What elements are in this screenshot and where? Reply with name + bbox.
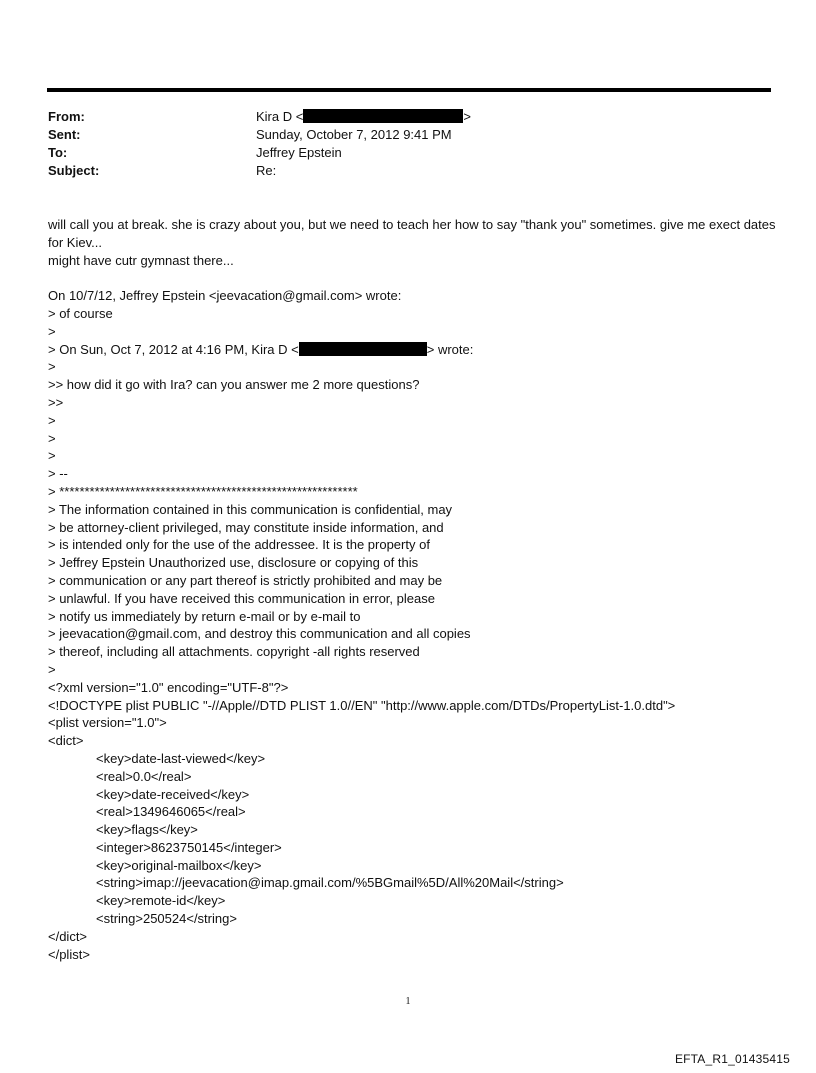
- to-value: Jeffrey Epstein: [256, 145, 342, 160]
- body-paragraph: might have cutr gymnast there...: [48, 252, 234, 268]
- xml-declaration: <?xml version="1.0" encoding="UTF-8"?>: [48, 679, 289, 695]
- redaction-box: [299, 342, 427, 356]
- sent-label: Sent:: [48, 127, 81, 142]
- xml-doctype: <!DOCTYPE plist PUBLIC "-//Apple//DTD PLIST 1.0//EN" "http://www.apple.com/DTDs/PropertyList-1.0.dtd">: [48, 697, 676, 713]
- quoted-text: > On Sun, Oct 7, 2012 at 4:16 PM, Kira D <: [48, 341, 299, 357]
- subject-value: Re:: [256, 163, 277, 178]
- disclaimer-line: > jeevacation@gmail.com, and destroy this communication and all copies: [48, 626, 471, 642]
- from-tail: >: [463, 109, 471, 124]
- dict-open: <dict>: [48, 733, 84, 749]
- to-label: To:: [48, 145, 68, 160]
- document-id: EFTA_R1_01435415: [674, 1052, 790, 1066]
- quoted-line: > ***********************************************************: [48, 483, 358, 499]
- disclaimer-line: > unlawful. If you have received this communication in error, please: [48, 590, 435, 606]
- plist-entry: <key>flags</key>: [96, 822, 198, 838]
- disclaimer-line: > Jeffrey Epstein Unauthorized use, disclosure or copying of this: [48, 555, 419, 571]
- redaction-box: [303, 109, 463, 123]
- quoted-line: >: [48, 359, 56, 375]
- from-label: From:: [48, 109, 85, 124]
- quoted-line: >: [48, 430, 56, 446]
- quoted-line: >: [48, 323, 56, 339]
- disclaimer-line: >: [48, 661, 56, 677]
- plist-entry: <string>250524</string>: [96, 911, 237, 927]
- from-value: [256, 108, 768, 126]
- plist-entry: <integer>8623750145</integer>: [96, 839, 282, 855]
- plist-entry: <real>0.0</real>: [96, 768, 192, 784]
- to-row: [48, 144, 768, 162]
- quoted-line: >> how did it go with Ira? can you answer me 2 more questions?: [48, 377, 420, 393]
- quoted-line: >>: [48, 394, 64, 410]
- quoted-text: > wrote:: [426, 341, 474, 357]
- plist-close: </plist>: [48, 946, 90, 962]
- quoted-line: > --: [48, 466, 68, 482]
- plist-entry: <key>remote-id</key>: [96, 893, 226, 909]
- from-name: Kira D <: [256, 109, 304, 124]
- plist-entry: <key>date-last-viewed</key>: [96, 750, 266, 766]
- quote-intro: On 10/7/12, Jeffrey Epstein <jeevacation@gmail.com> wrote:: [48, 288, 402, 304]
- spacer: [48, 269, 776, 287]
- disclaimer-line: > is intended only for the use of the addressee. It is the property of: [48, 537, 430, 553]
- email-body: [48, 216, 776, 963]
- subject-label: Subject:: [48, 163, 100, 178]
- plist-entry: <key>original-mailbox</key>: [96, 857, 262, 873]
- page-number: 1: [405, 996, 411, 1007]
- plist-entry: <real>1349646065</real>: [96, 804, 246, 820]
- quoted-line: > of course: [48, 305, 113, 321]
- disclaimer-block: [48, 501, 776, 679]
- quoted-line: >: [48, 412, 56, 428]
- email-header: [48, 108, 768, 180]
- sent-row: [48, 126, 768, 144]
- subject-row: [48, 162, 768, 180]
- plist-entry: <string>imap://jeevacation@imap.gmail.com/%5BGmail%5D/All%20Mail</string>: [96, 875, 564, 891]
- plist-entry: <key>date-received</key>: [96, 786, 250, 802]
- disclaimer-line: > be attorney-client privileged, may constitute inside information, and: [48, 519, 444, 535]
- quoted-line: [48, 341, 776, 359]
- quoted-line: >: [48, 448, 56, 464]
- header-rule: [47, 88, 771, 92]
- plist-open: <plist version="1.0">: [48, 715, 167, 731]
- dict-close: </dict>: [48, 928, 88, 944]
- disclaimer-line: > thereof, including all attachments. copyright -all rights reserved: [48, 644, 420, 660]
- disclaimer-line: > communication or any part thereof is strictly prohibited and may be: [48, 572, 443, 588]
- sent-value: Sunday, October 7, 2012 9:41 PM: [256, 127, 452, 142]
- plist-block: [48, 679, 776, 964]
- disclaimer-line: > notify us immediately by return e-mail or by e-mail to: [48, 608, 361, 624]
- body-paragraph: will call you at break. she is crazy about you, but we need to teach her how to say "thank you" sometimes. give me exect dates for Kiev...: [48, 217, 776, 250]
- disclaimer-line: > The information contained in this communication is confidential, may: [48, 501, 453, 517]
- from-row: [48, 108, 768, 126]
